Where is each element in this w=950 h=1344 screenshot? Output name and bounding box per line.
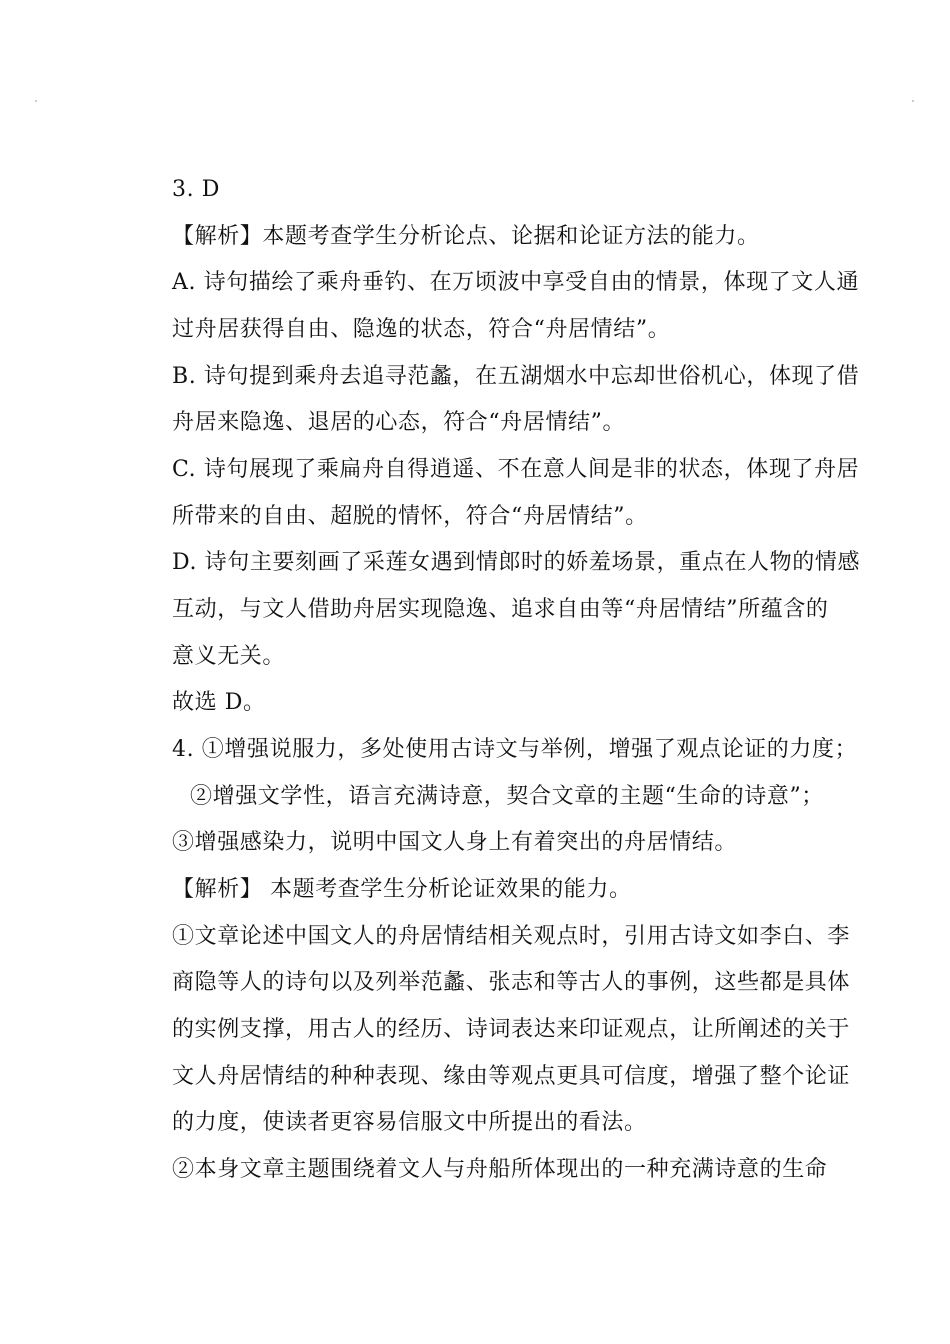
- option-b-line-1: B. 诗句提到乘舟去追寻范蠡，在五湖烟水中忘却世俗机心，体现了借: [172, 364, 860, 389]
- analysis-3-intro: 【解析】本题考查学生分析论点、论据和论证方法的能力。: [172, 224, 760, 249]
- analysis-4-para1-line-3: 的实例支撑，用古人的经历、诗词表达来印证观点，让所阐述的关于: [172, 1017, 851, 1042]
- option-a-line-1: A. 诗句描绘了乘舟垂钓、在万顷波中享受自由的情景，体现了文人通: [172, 270, 860, 295]
- analysis-4-para1-line-1: ①文章论述中国文人的舟居情结相关观点时，引用古诗文如李白、李: [172, 924, 851, 949]
- option-c-line-1: C. 诗句展现了乘扁舟自得逍遥、不在意人间是非的状态，体现了舟居: [172, 457, 860, 482]
- analysis-4-para2-line-1: ②本身文章主题围绕着文人与舟船所体现出的一种充满诗意的生命: [172, 1157, 828, 1182]
- scan-speck: [912, 100, 914, 102]
- option-d-line-3: 意义无关。: [172, 644, 286, 669]
- option-d-line-1: D. 诗句主要刻画了采莲女遇到情郎时的娇羞场景，重点在人物的情感: [172, 550, 861, 575]
- answer-4-point-1: 4. ①增强说服力，多处使用古诗文与举例，增强了观点论证的力度；: [172, 737, 858, 762]
- analysis-4-para1-line-2: 商隐等人的诗句以及列举范蠡、张志和等古人的事例，这些都是具体: [172, 970, 851, 995]
- option-c-line-2: 所带来的自由、超脱的情怀，符合“舟居情结”。: [172, 504, 648, 529]
- answer-3-heading: 3. D: [172, 177, 221, 202]
- analysis-4-para1-line-5: 的力度，使读者更容易信服文中所提出的看法。: [172, 1110, 647, 1135]
- scan-speck: [35, 100, 37, 102]
- option-a-line-2: 过舟居获得自由、隐逸的状态，符合“舟居情结”。: [172, 317, 671, 342]
- answer-3-choice: 故选 D。: [172, 690, 266, 715]
- analysis-4-para1-line-4: 文人舟居情结的种种表现、缘由等观点更具可信度，增强了整个论证: [172, 1064, 851, 1089]
- option-b-line-2: 舟居来隐逸、退居的心态，符合“舟居情结”。: [172, 410, 626, 435]
- answer-4-point-3: ③增强感染力，说明中国文人身上有着突出的舟居情结。: [172, 830, 738, 855]
- analysis-4-intro: 【解析】 本题考查学生分析论证效果的能力。: [172, 877, 632, 902]
- option-d-line-2: 互动，与文人借助舟居实现隐逸、追求自由等“舟居情结”所蕴含的: [172, 597, 829, 622]
- answer-4-point-2: ②增强文学性，语言充满诗意，契合文章的主题“生命的诗意”；: [190, 784, 824, 809]
